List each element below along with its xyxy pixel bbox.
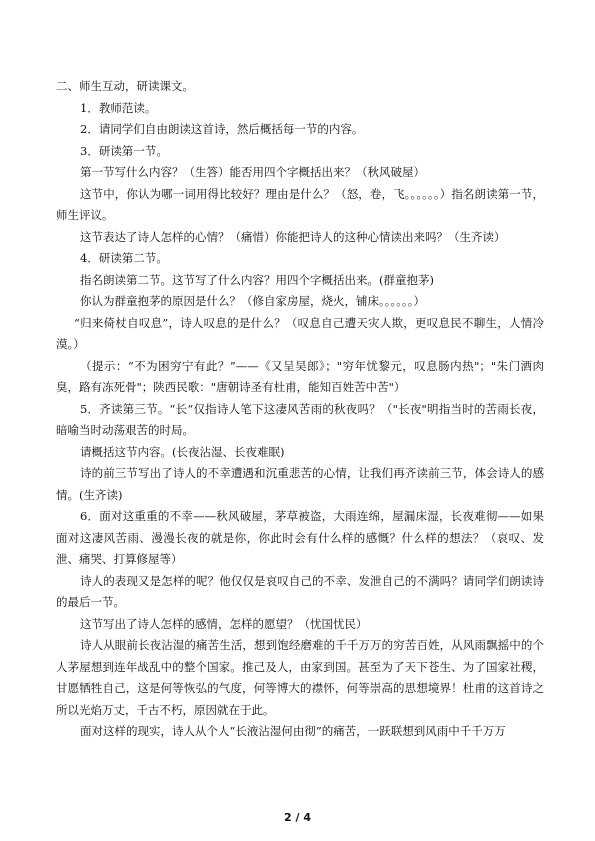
document-body [56,76,544,743]
paragraph: 4．研读第二节。 [80,251,168,265]
paragraph: 指名朗读第二节。这节写了什么内容？用四个字概括出来。(群童抱茅) [80,272,434,287]
paragraph: 第一节写什么内容？（生答）能否用四个字概括出来？（秋风破屋） [80,165,425,179]
paragraph: 这节表达了诗人怎样的心情？（痛惜）你能把诗人的这种心情读出来吗？（生齐读） [80,229,506,244]
paragraph: “归来倚杖自叹息”，诗人叹息的是什么？（叹息自己遭天灾人欺，更叹息民不聊生，人情冷漠。） [56,315,544,351]
paragraph: 诗人从眼前长夜沾湿的痛苦生活，想到饱经磨难的千千万万的穷苦百姓，从风雨飘摇中的个人茅屋想到连年战乱中的整个国家。推己及人，由家到国。甚至为了天下苍生、为了国家社稷，甘愿牺牲自己，这是何等恢弘的气度，何等博大的襟怀，何等崇高的思想境界！杜甫的这首诗之所以光焰万丈，千古不朽，原因就在于此。 [56,638,544,717]
paragraph: 请概括这节内容。(长夜沾湿、长夜难眠) [80,444,285,459]
paragraph: 这节中，你认为哪一词用得比较好？理由是什么？（怒，卷，飞。。。。。。）指名朗读第一节，师生评议。 [56,186,544,222]
page-number: 2 / 4 [284,811,311,824]
section-heading: 二、师生互动，研读课文。 [56,79,194,93]
paragraph: 2．请同学们自由朗读这首诗，然后概括每一节的内容。 [80,122,364,136]
paragraph: 面对这样的现实，诗人从个人“长液沾湿何由彻”的痛苦，一跃联想到风雨中千千万万 [80,724,506,738]
paragraph: 诗人的表现又是怎样的呢？他仅仅是哀叹自己的不幸、发泄自己的不满吗？请同学们朗读诗的最后一节。 [56,573,544,609]
paragraph: 1．教师范读。 [80,100,157,115]
paragraph: 6．面对这重重的不幸——秋风破屋，茅草被盗，大雨连绵，屋漏床湿，长夜难彻——如果面对这凄风苦雨、漫漫长夜的就是你，你此时会有什么样的感慨？什么样的想法？（哀叹、发泄、痛哭、打算修屋等） [56,509,544,566]
paragraph: （提示：“不为困穷宁有此？”——《又呈吴郎》；"穷年忧黎元，叹息肠内热"；"朱门酒肉臭，路有冻死骨"；陕西民歌："唐朝诗圣有杜甫，能知百姓苦中苦"） [56,358,544,394]
paragraph: 这节写出了诗人怎样的感情，怎样的愿望？（忧国忧民） [80,616,368,631]
paragraph: 5．齐读第三节。“长“仅指诗人笔下这凄风苦雨的秋夜吗？（"长夜"明指当时的苦雨长夜，暗喻当时动荡艰苦的时局。 [56,401,544,437]
paragraph: 诗的前三节写出了诗人的不幸遭遇和沉重悲苦的心情，让我们再齐读前三节，体会诗人的感情。(生齐读) [56,466,544,502]
paragraph: 3．研读第一节。 [80,143,168,158]
paragraph: 你认为群童抱茅的原因是什么？（修自家房屋，烧火，铺床。。。。。。） [80,294,425,308]
